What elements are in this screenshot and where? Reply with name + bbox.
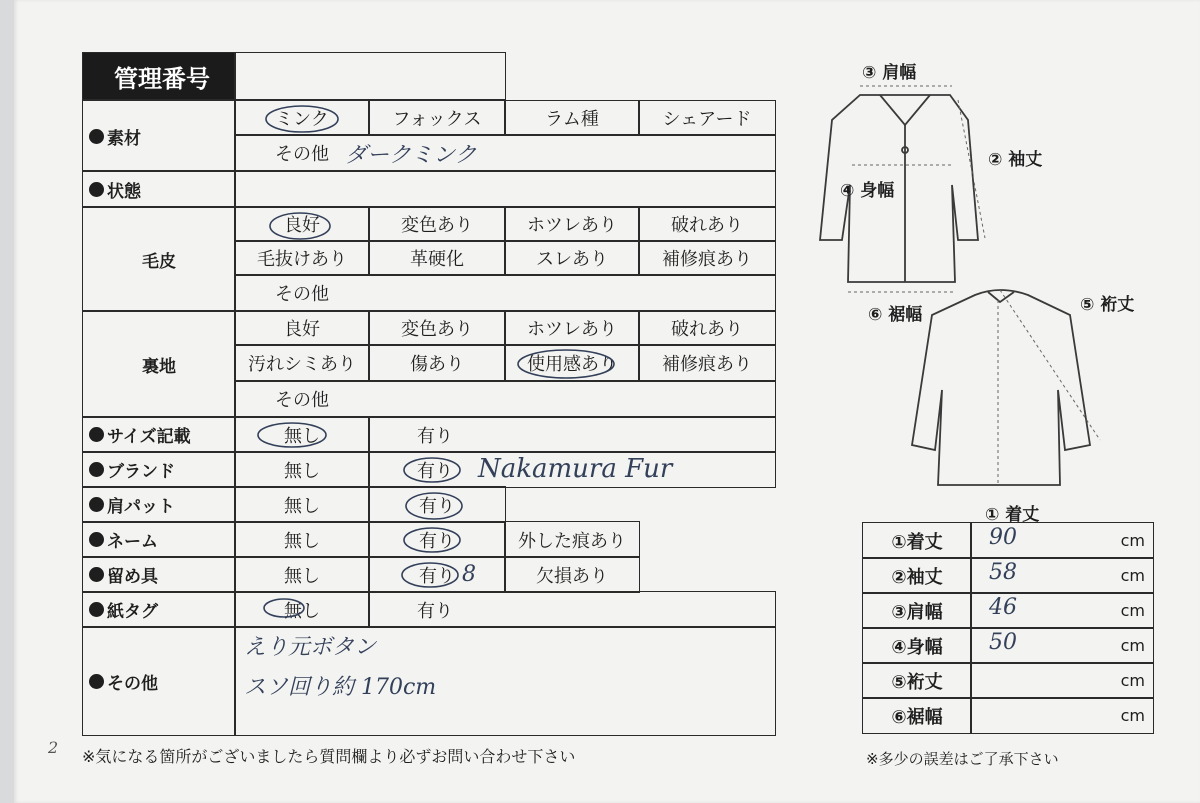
lining-tear[interactable]: 破れあり [638, 310, 776, 346]
bullet-icon [89, 462, 104, 477]
measure-label: ②袖丈 [862, 557, 972, 594]
measure-unit: cm [1120, 531, 1145, 550]
management-number-field[interactable] [234, 52, 506, 100]
fastener-count: 8 [462, 562, 476, 587]
bullet-icon [89, 602, 104, 617]
measure-value[interactable] [970, 592, 1154, 629]
other-line2: スソ回り約 170cm [244, 675, 437, 700]
fur-tear[interactable]: 破れあり [638, 206, 776, 242]
title-cell [82, 52, 236, 100]
material-label [82, 100, 236, 172]
fur-other[interactable]: その他 [234, 274, 776, 312]
lining-label: 裏地 [82, 310, 236, 418]
fur-good[interactable]: 良好 [234, 206, 370, 242]
bullet-icon [89, 182, 104, 197]
condition-blank [234, 170, 776, 208]
measure-label: ③肩幅 [862, 592, 972, 629]
diagram-body-label: ④ 身幅 [840, 181, 895, 201]
lining-used[interactable]: 使用感あり [504, 344, 640, 382]
diagram-hem-label: ⑥ 裾幅 [868, 305, 923, 325]
bullet-icon [89, 129, 104, 144]
measure-unit: cm [1120, 706, 1145, 725]
paper-tag-label: 紙タグ [82, 591, 236, 628]
name-tag-label: ネーム [82, 521, 236, 558]
fastener-label: 留め具 [82, 556, 236, 593]
other-line1: えり元ボタン [244, 635, 377, 660]
bullet-icon [89, 427, 104, 442]
size-yes[interactable]: 有り [368, 416, 776, 453]
fur-hardening[interactable]: 革硬化 [368, 240, 506, 276]
name-tag-removed[interactable]: 外した痕あり [504, 521, 640, 558]
brand-yes[interactable]: 有り [368, 451, 776, 488]
bullet-icon [89, 532, 104, 547]
other-label: その他 [82, 626, 236, 736]
diagram-yuki-label: ⑤ 裄丈 [1080, 295, 1135, 315]
measure-label: ①着丈 [862, 522, 972, 559]
condition-label: 状態 [82, 170, 236, 208]
brand-label: ブランド [82, 451, 236, 488]
measure-unit: cm [1120, 566, 1145, 585]
name-tag-none[interactable]: 無し [234, 521, 370, 558]
measure-note: ※多少の誤差はご了承下さい [866, 750, 1059, 768]
measure-handwritten: 46 [989, 595, 1017, 620]
name-tag-yes[interactable]: 有り [368, 521, 506, 558]
material-other[interactable]: その他 [234, 134, 776, 172]
material-label-text: 素材 [107, 128, 141, 149]
fur-rub[interactable]: スレあり [504, 240, 640, 276]
measure-unit: cm [1120, 636, 1145, 655]
bullet-icon [89, 567, 104, 582]
bullet-icon [89, 497, 104, 512]
material-mink[interactable]: ミンク [234, 100, 370, 136]
lining-fray[interactable]: ホツレあり [504, 310, 640, 346]
footer-note: ※気になる箇所がございましたら質問欄より必ずお問い合わせ下さい [82, 747, 576, 766]
paper-tag-none[interactable]: 無し [234, 591, 370, 628]
shoulder-pad-label: 肩パット [82, 486, 236, 523]
title-text: 管理番号 [114, 64, 210, 93]
measure-value[interactable] [970, 557, 1154, 594]
page-mark: 2 [48, 738, 59, 757]
measure-handwritten: 90 [989, 525, 1017, 550]
size-none[interactable]: 無し [234, 416, 370, 453]
lining-discolor[interactable]: 変色あり [368, 310, 506, 346]
diagram-length-label: ① 着丈 [985, 505, 1040, 525]
brand-value: Nakamura Fur [478, 454, 673, 484]
fur-repair[interactable]: 補修痕あり [638, 240, 776, 276]
shoulder-pad-yes[interactable]: 有り [368, 486, 506, 523]
material-fox[interactable]: フォックス [368, 100, 506, 136]
fastener-yes[interactable]: 有り [368, 556, 506, 593]
measure-label: ⑥裾幅 [862, 697, 972, 734]
brand-none[interactable]: 無し [234, 451, 370, 488]
lining-stain[interactable]: 汚れシミあり [234, 344, 370, 382]
bullet-icon [89, 674, 104, 689]
measure-value[interactable] [970, 627, 1154, 664]
material-other-value: ダークミンク [345, 143, 477, 168]
fur-fray[interactable]: ホツレあり [504, 206, 640, 242]
measure-label: ④身幅 [862, 627, 972, 664]
measure-value[interactable] [970, 522, 1154, 559]
diagram-shoulder-label: ③ 肩幅 [862, 63, 917, 83]
fastener-none[interactable]: 無し [234, 556, 370, 593]
fastener-missing[interactable]: 欠損あり [504, 556, 640, 593]
measure-unit: cm [1120, 601, 1145, 620]
diagram-sleeve-label: ② 袖丈 [988, 150, 1043, 170]
paper-tag-yes[interactable]: 有り [368, 591, 776, 628]
lining-scratch[interactable]: 傷あり [368, 344, 506, 382]
measure-unit: cm [1120, 671, 1145, 690]
measure-value[interactable] [970, 697, 1154, 734]
measure-label: ⑤裄丈 [862, 662, 972, 699]
fur-label: 毛皮 [82, 206, 236, 312]
shoulder-pad-none[interactable]: 無し [234, 486, 370, 523]
measure-handwritten: 58 [989, 560, 1017, 585]
size-label: サイズ記載 [82, 416, 236, 453]
lining-good[interactable]: 良好 [234, 310, 370, 346]
lining-repair[interactable]: 補修痕あり [638, 344, 776, 382]
fur-discolor[interactable]: 変色あり [368, 206, 506, 242]
fur-shedding[interactable]: 毛抜けあり [234, 240, 370, 276]
lining-other[interactable]: その他 [234, 380, 776, 418]
measure-handwritten: 50 [989, 630, 1017, 655]
material-lamb[interactable]: ラム種 [504, 100, 640, 136]
material-sheared[interactable]: シェアード [638, 100, 776, 136]
measure-value[interactable] [970, 662, 1154, 699]
